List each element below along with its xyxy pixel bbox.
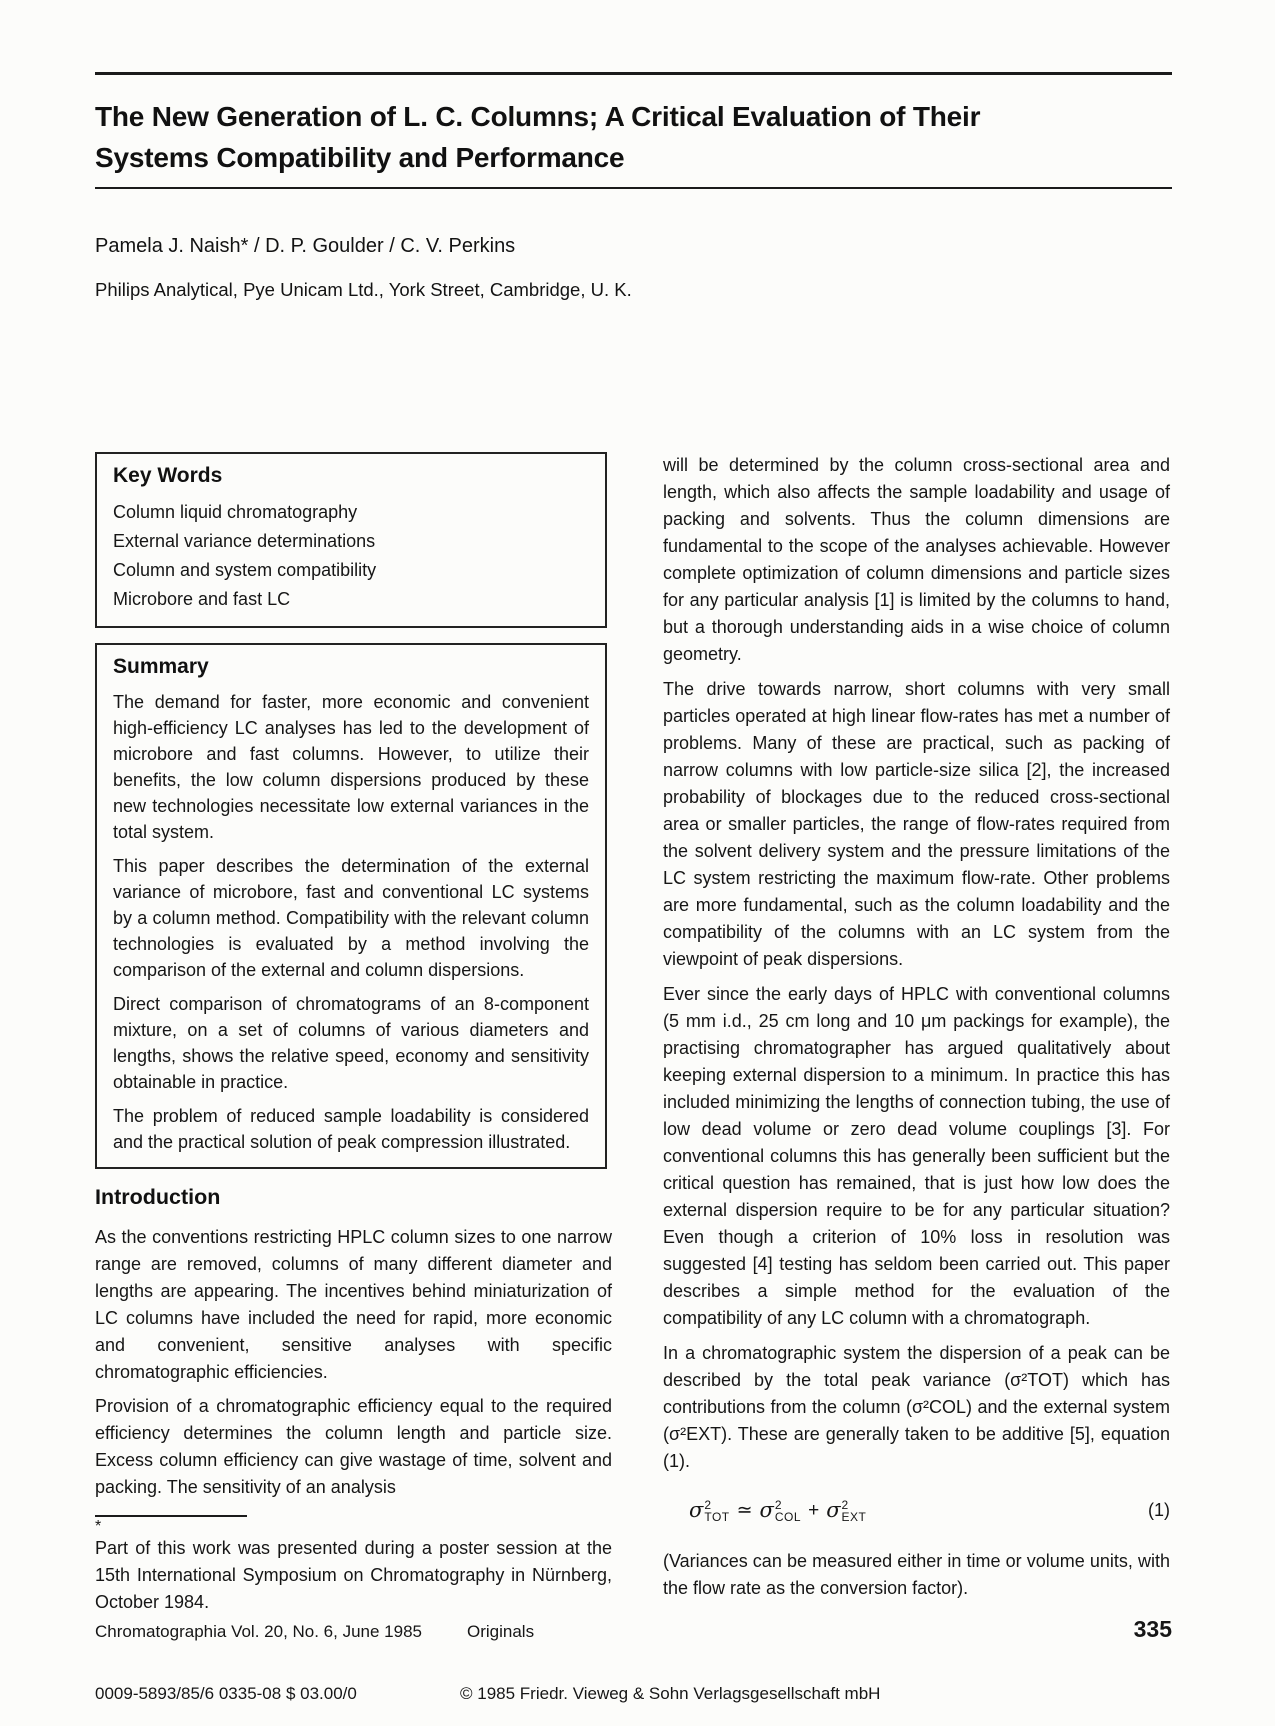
body-paragraph: (Variances can be measured either in time or volume units, with the flow rate as the conversion factor). bbox=[663, 1551, 1170, 1598]
subscript: EXT bbox=[841, 1509, 867, 1524]
equation-body bbox=[689, 1499, 866, 1522]
superscript: 2 bbox=[704, 1498, 712, 1512]
sigma-symbol: σ bbox=[759, 1498, 774, 1522]
body-paragraph: Ever since the early days of HPLC with conventional columns (5 mm i.d., 25 cm long and 10 μm packings for example), the practising chromatographer has argued qualitatively about keeping external dispersion to a minimum. In practice this has included minimizing the lengths of connection tubing, the use of low dead volume or zero dead volume couplings [3]. For conventional columns this has generally been sufficient but the critical question has remained, that is just how low does the external dispersion require to be for any particular situation? Even though a criterion of 10% loss in resolution was suggested [4] testing has seldom been carried out. This paper describes a simple method for the evaluation of the compatibility of any LC column with a chromatograph. bbox=[663, 984, 1170, 1328]
top-rule bbox=[95, 72, 1172, 75]
equation-number: (1) bbox=[1148, 1500, 1170, 1520]
footer-row-journal bbox=[95, 1616, 1172, 1642]
body-paragraph: In a chromatographic system the dispersion of a peak can be described by the total peak variance (σ²TOT) which has contributions from the column (σ²COL) and the external system (σ²EXT). These are generally taken to be additive [5], equation (1). bbox=[663, 1343, 1170, 1471]
introduction-section bbox=[95, 1185, 612, 1623]
superscript: 2 bbox=[774, 1498, 783, 1512]
keyword-item: Column and system compatibility bbox=[113, 560, 377, 580]
sigma-symbol: σ bbox=[689, 1498, 704, 1522]
equation-term-col bbox=[760, 1499, 802, 1522]
footnote-marker: * bbox=[95, 1518, 102, 1535]
page-title bbox=[95, 96, 1115, 178]
equation-operator: + bbox=[808, 1499, 820, 1521]
affiliation-line: Philips Analytical, Pye Unicam Ltd., York Street, Cambridge, U. K. bbox=[95, 279, 632, 300]
summary-box bbox=[95, 643, 607, 1169]
introduction-heading: Introduction bbox=[95, 1185, 221, 1209]
journal-issue-line: Chromatographia Vol. 20, No. 6, June 1985 bbox=[95, 1622, 422, 1641]
footnote-text: Part of this work was presented during a poster session at the 15th International Symposium on Chromatography in Nürnberg, October 1984. bbox=[95, 1538, 612, 1612]
page-number: 335 bbox=[1133, 1616, 1172, 1642]
section-label: Originals bbox=[467, 1622, 535, 1641]
superscript: 2 bbox=[841, 1498, 849, 1512]
summary-paragraph: This paper describes the determination of the external variance of microbore, fast and conventional LC systems by a column method. Compatibility with the relevant column technologies is evaluated by a method involving the comparison of the external and column dispersions. bbox=[113, 856, 589, 980]
introduction-paragraph: As the conventions restricting HPLC column sizes to one narrow range are removed, columns of many different diameter and lengths are appearing. The incentives behind miniaturization of LC columns have included the need for rapid, more economic and convenient, sensitive analyses with specific chromatographic efficiencies. bbox=[95, 1227, 612, 1382]
title-line-2: Systems Compatibility and Performance bbox=[95, 142, 625, 173]
equation-operator: ≃ bbox=[736, 1500, 753, 1521]
footnote-rule bbox=[95, 1515, 247, 1517]
equation-term-ext bbox=[826, 1499, 866, 1522]
title-line-1: The New Generation of L. C. Columns; A Critical Evaluation of Their bbox=[95, 101, 981, 132]
title-divider-rule bbox=[95, 187, 1172, 189]
issn-code-line: 0009-5893/85/6 0335-08 $ 03.00/0 bbox=[95, 1684, 357, 1703]
copyright-line: © 1985 Friedr. Vieweg & Sohn Verlagsgesellschaft mbH bbox=[460, 1684, 881, 1703]
keyword-item: External variance determinations bbox=[113, 531, 376, 551]
subscript: TOT bbox=[704, 1509, 730, 1524]
summary-paragraph: The problem of reduced sample loadability is considered and the practical solution of peak compression illustrated. bbox=[113, 1106, 589, 1152]
summary-paragraph: The demand for faster, more economic and convenient high-efficiency LC analyses has led to the development of microbore and fast columns. However, to utilize their benefits, the low column dispersions produced by these new technologies necessitate low external variances in the total system. bbox=[113, 692, 589, 842]
right-column bbox=[663, 452, 1170, 1610]
summary-paragraph: Direct comparison of chromatograms of an 8-component mixture, on a set of columns of various diameters and lengths, shows the relative speed, economy and sensitivity obtainable in practice. bbox=[113, 994, 589, 1092]
sigma-symbol: σ bbox=[826, 1498, 841, 1522]
keywords-box bbox=[95, 452, 607, 628]
keyword-item: Microbore and fast LC bbox=[113, 589, 291, 609]
equation-1 bbox=[663, 1499, 1170, 1522]
footer-row-copyright bbox=[95, 1684, 1172, 1704]
summary-heading: Summary bbox=[113, 655, 209, 678]
body-paragraph: will be determined by the column cross-sectional area and length, which also affects the sample loadability and usage of packing and solvents. Thus the column dimensions are fundamental to the scope of the analyses achievable. However complete optimization of column dimensions and particle sizes for any particular analysis [1] is limited by the columns to hand, but a thorough understanding aids in a wise choice of column geometry. bbox=[663, 455, 1170, 664]
subscript: COL bbox=[774, 1509, 802, 1524]
body-paragraph: The drive towards narrow, short columns with very small particles operated at high linear flow-rates has met a number of problems. Many of these are practical, such as packing of narrow columns with low particle-size silica [2], the increased probability of blockages due to the reduced cross-sectional area or smaller particles, the range of flow-rates required from the solvent delivery system and the pressure limitations of the LC system restricting the maximum flow-rate. Other problems are more fundamental, such as the column loadability and the compatibility of the columns with an LC system from the viewpoint of peak dispersions. bbox=[663, 679, 1170, 969]
keyword-item: Column liquid chromatography bbox=[113, 502, 358, 522]
introduction-paragraph: Provision of a chromatographic efficiency equal to the required efficiency determines the column length and particle size. Excess column efficiency can give wastage of time, solvent and packing. The sensitivity of an analysis bbox=[95, 1396, 612, 1497]
equation-term-tot bbox=[689, 1499, 730, 1522]
footnote bbox=[95, 1515, 612, 1616]
keywords-heading: Key Words bbox=[113, 464, 223, 487]
authors-line: Pamela J. Naish* / D. P. Goulder / C. V. Perkins bbox=[95, 235, 516, 257]
